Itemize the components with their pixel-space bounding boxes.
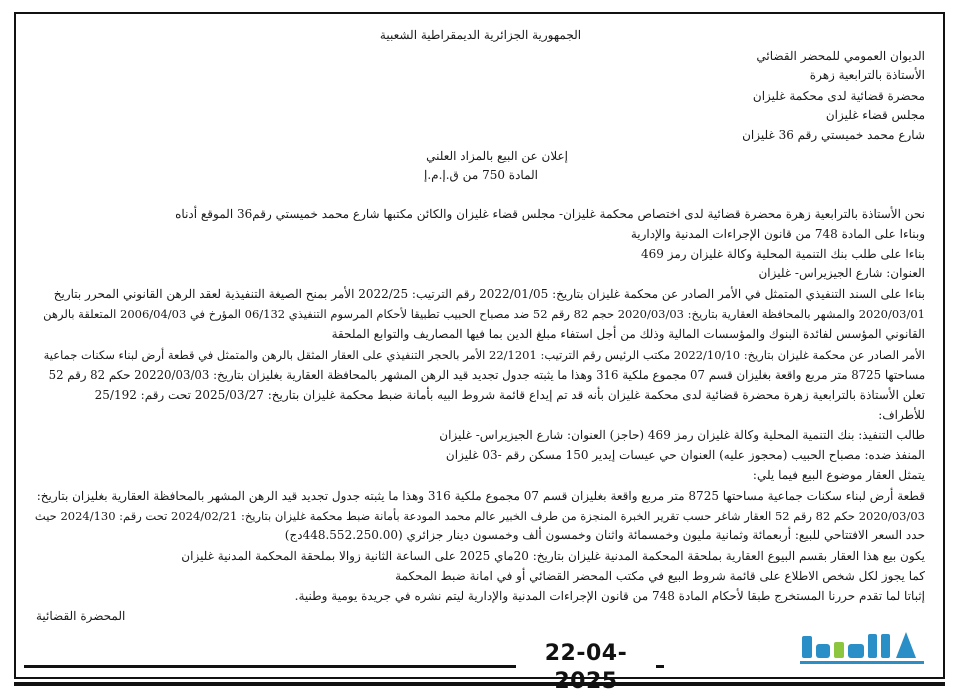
- body-line: يكون بيع هذا العقار بقسم البيوع العقارية بملحقة المحكمة المدنية غليزان بتاريخ: 20ماي 2025 على الساعة الثانية زوالا بملحقة المحكمة المدنية غليزان: [181, 549, 925, 563]
- bailiff-name: الأستاذة بالترابعية زهرة: [809, 68, 925, 82]
- body-line: بناءا على طلب بنك التنمية المحلية وكالة غليزان رمز 469: [640, 247, 925, 261]
- body-line: كما يجوز لكل شخص الاطلاع على قائمة شروط البيع في مكتب المحضر القضائي أو في امانة ضبط المحكمة: [395, 569, 925, 583]
- body-line: بناءا على السند التنفيذي المتمثل في الأمر الصادر عن محكمة غليزان بتاريخ: 2022/01/05 رقم الترتيب: 2022/25 الأمر بمنح الصيغة التنفيذية لعقد الرهن القانوني المحرر بتاريخ: [53, 287, 925, 301]
- body-line: تعلن الأستاذة بالترابعية زهرة محضرة قضائية لدى محكمة غليزان بأنه قد تم إيداع قائمة شروط البيه بأمانة ضبط محكمة غليزان بتاريخ: 2025/03/27 تحت رقم: 25/192: [94, 388, 925, 402]
- notice-title: إعلان عن البيع بالمزاد العلني: [426, 149, 568, 163]
- office-name: الديوان العمومي للمحضر القضائي: [756, 49, 925, 63]
- council-name: مجلس قضاء غليزان: [825, 108, 925, 122]
- body-line: مساحتها 8725 متر مربع واقعة بغليزان قسم 07 مجموع ملكية 316 وهذا ما يثبته جدول تجديد قيد الرهن المشهر بالمحافظة العقارية بغليزان بتاريخ: 20220/03/03 حكم 82 رقم 52: [48, 368, 925, 382]
- body-line: إثباتا لما تقدم حررنا المستخرج طبقا لأحكام المادة 748 من قانون الإجراءات المدنية والإدارية ليتم نشره في جريدة يومية وطنية.: [294, 589, 925, 603]
- body-line: العنوان: شارع الجيزيراس- غليزان: [758, 266, 925, 280]
- body-line: 2020/03/03 حكم 82 رقم 52 العقار شاغر حسب تقرير الخبرة المنجزة من طرف الخبير عالم محمد المودعة بأمانة ضبط محكمة غليزان بتاريخ: 2024/02/21 تحت رقم: 2024/130 حيث: [34, 509, 925, 523]
- body-line: قطعة أرض لبناء سكنات جماعية مساحتها 8725 متر مربع واقعة بغليزان قسم 07 مجموع ملكية 316 وهذا ما يثبته جدول تجديد قيد الرهن المشهر بالمحافظة العقارية بغليزان بتاريخ:: [36, 489, 925, 503]
- date-box: [516, 640, 656, 668]
- body-line: القانوني المؤسس لفائدة البنوك والمؤسسات المالية وذلك من أجل استفاء مبلغ الدين بما فيها المصاريف والتوابع الملحقة: [331, 327, 925, 341]
- body-line: 2020/03/01 والمشهر بالمحافظة العقارية بتاريخ: 2020/03/03 حجم 82 رقم 52 ضد مصباح الحبيب تطبيقا لأحكام المرسوم التنفيذي 06/132 المؤرخ في 2006/04/03 المتعلقة بالرهن: [43, 307, 925, 321]
- court-name: محضرة قضائية لدى محكمة غليزان: [752, 89, 925, 103]
- body-line: وبناءا على المادة 748 من قانون الإجراءات المدنية والإدارية: [630, 227, 925, 241]
- newspaper-logo: [796, 628, 932, 668]
- body-line: يتمثل العقار موضوع البيع فيما يلي:: [752, 468, 925, 482]
- body-line: للأطراف:: [878, 408, 925, 422]
- notice-article: المادة 750 من ق.إ.م.إ: [424, 168, 538, 182]
- republic-title: الجمهورية الجزائرية الديمقراطية الشعبية: [379, 28, 582, 42]
- office-address: شارع محمد خميستي رقم 36 غليزان: [742, 128, 925, 142]
- body-line: الأمر الصادر عن محكمة غليزان بتاريخ: 2022/10/10 مكتب الرئيس رقم الترتيب: 22/1201 الأمر بالحجر التنفيذي على العقار المثقل بالرهن والمتمثل في قطعة أرض لبناء سكنات جماعية: [43, 348, 925, 362]
- body-line: نحن الأستاذة بالترابعية زهرة محضرة قضائية لدى اختصاص محكمة غليزان- مجلس قضاء غليزان والكائن مكتبها شارع محمد خميستي رقم36 الموقع أدناه: [175, 207, 925, 221]
- body-line: المنفذ ضده: مصباح الحبيب (محجوز عليه) العنوان حي عيسات إيدير 150 مسكن رقم -03 غليزان: [445, 448, 925, 462]
- body-line: طالب التنفيذ: بنك التنمية المحلية وكالة غليزان رمز 469 (حاجز) العنوان: شارع الجيزيراس- غليزان: [439, 428, 925, 442]
- signature: المحضرة القضائية: [36, 609, 126, 623]
- body-line: حدد السعر الافتتاحي للبيع: أربعمائة وثمانية مليون وخمسمائة واثنان وخمسون ألف وخمسون دينار جزائري (448.552.250.00دج): [284, 528, 925, 542]
- bottom-border: [14, 682, 945, 686]
- publication-date: 22-04-: [544, 641, 628, 666]
